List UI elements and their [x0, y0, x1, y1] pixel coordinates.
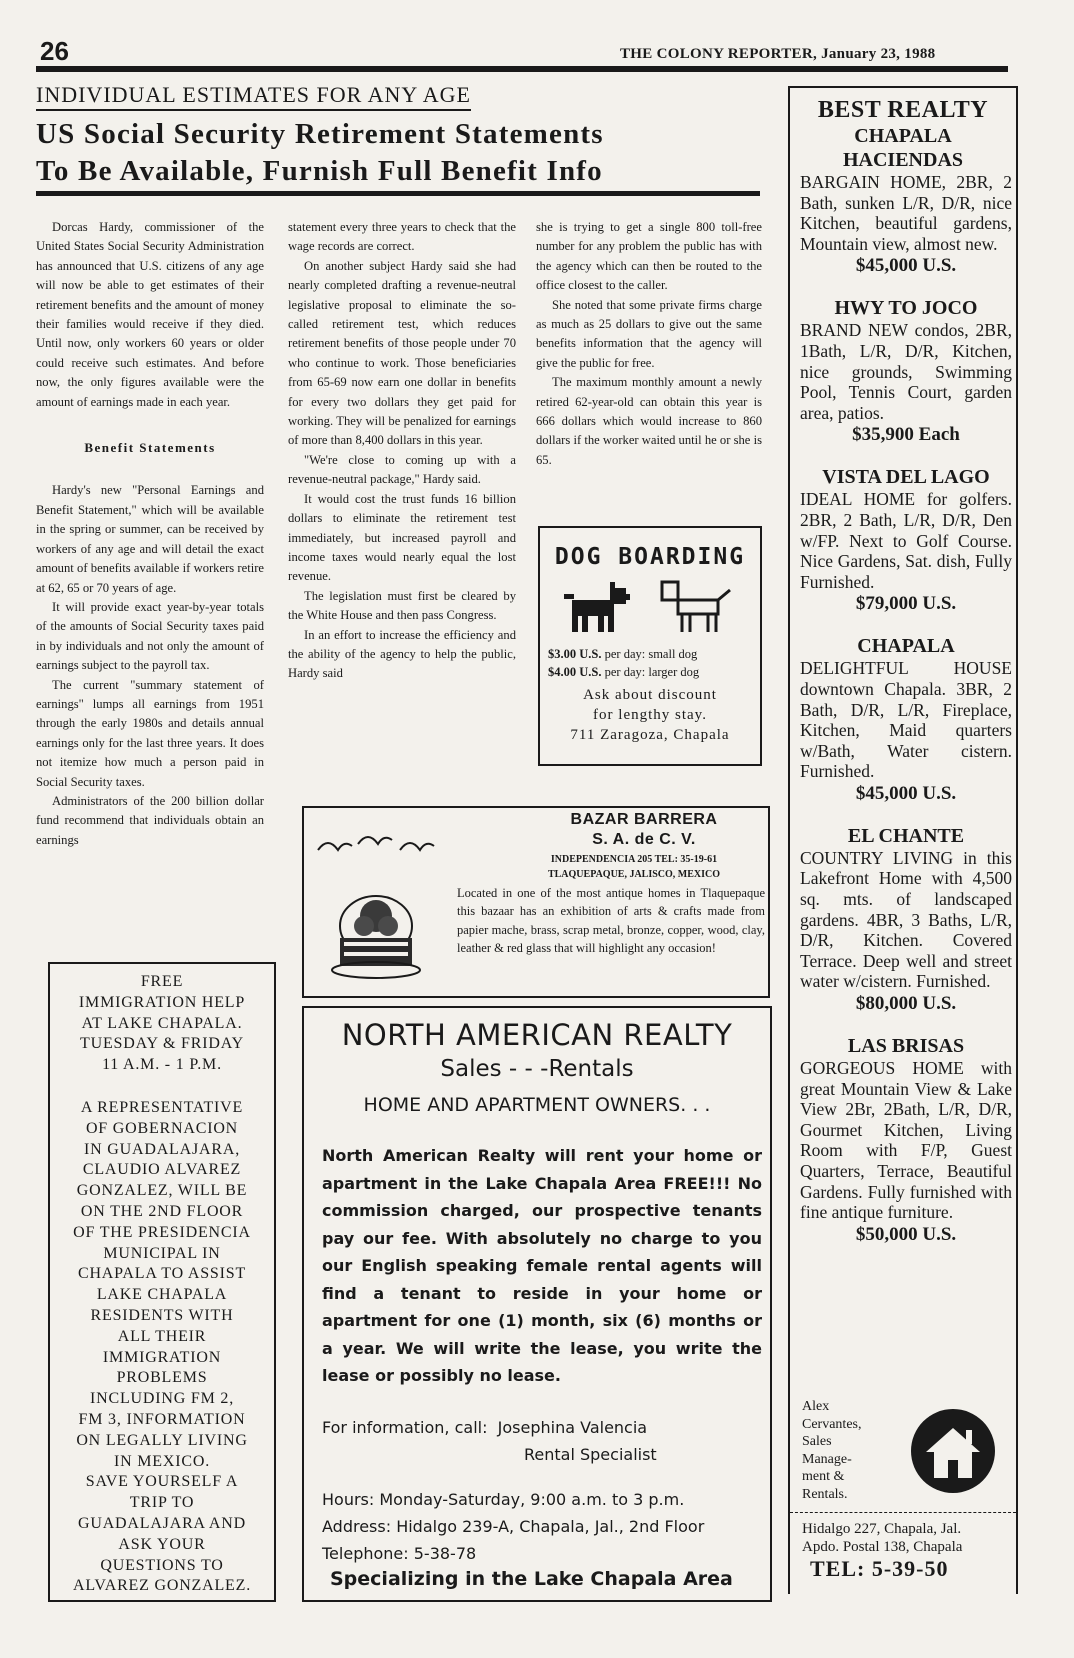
listing-price: $35,900 Each: [852, 424, 960, 446]
immigration-line: IN GUADALAJARA,: [84, 1140, 240, 1158]
small-dog-label: per day: small dog: [604, 647, 698, 661]
paragraph: statement every three years to check that the wage records are correct.: [288, 220, 516, 254]
article-column-3: [536, 218, 762, 470]
best-realty-listings: [790, 172, 1016, 1247]
black-dog-icon: [564, 582, 630, 632]
dogs-illustration: [550, 570, 750, 640]
immigration-line: IMMIGRATION: [102, 1348, 222, 1366]
nar-specializing: Specializing in the Lake Chapala Area: [330, 1568, 733, 1590]
immigration-line: GONZALEZ, WILL BE: [76, 1182, 248, 1200]
paragraph: "We're close to coming up with a revenue-neutral package," Hardy said.: [288, 452, 516, 487]
listing-title: EL CHANTE: [847, 824, 965, 847]
listing-text: COUNTRY LIVING in this Lakefront Home with 4,500 sq. mts. of landscaped gardens. 4BR, 3 Baths, L/R, D/R, Kitchen. Covered Terrace. Deep well and street water w/cistern. Furnished.: [800, 847, 1012, 992]
paragraph: On another subject Hardy said she had nearly completed drafting a revenue-neutral legislative proposal to eliminate the so-called retirement test, which reduces retirement benefits of those people under 70 who continue to work. Those beneficiaries from 65-69 now earn one dollar in benefits for every two dollars they get paid for working. They will be penalized for earnings of more than 8,400 dollars in this year.: [288, 258, 516, 448]
listing-intro-price: $45,000 U.S.: [855, 255, 957, 277]
nar-subtitle: Sales - - -Rentals: [440, 1056, 634, 1082]
top-rule: [36, 66, 1008, 72]
agent-line: Alex: [802, 1399, 830, 1414]
paragraph: In an effort to increase the efficiency and the ability of the agency to help the public, Hardy said: [288, 627, 516, 681]
bazar-address: [504, 852, 764, 882]
nar-contact-title: Rental Specialist: [524, 1444, 657, 1464]
article-column-2: [288, 218, 516, 684]
dog-boarding-address: 711 Zaragoza, Chapala: [570, 727, 730, 743]
immigration-line: PROBLEMS: [116, 1369, 208, 1387]
immigration-line: RESIDENTS WITH: [90, 1306, 234, 1324]
best-realty-area-1: CHAPALA: [854, 125, 952, 147]
agent-line: Rentals.: [802, 1486, 848, 1502]
immigration-line: OF THE PRESIDENCIA: [73, 1223, 251, 1241]
dog-boarding-ad: [538, 526, 762, 766]
listing-item: [800, 465, 1012, 616]
immigration-line: INCLUDING FM 2,: [90, 1390, 234, 1408]
immigration-help-ad: [48, 962, 276, 1602]
nar-title: NORTH AMERICAN REALTY: [341, 1018, 733, 1052]
listing-text: DELIGHTFUL HOUSE downtown Chapala. 3BR, 2 Bath, D/R, L/R, Fireplace, Kitchen, Maid quarters w/Bath, Water cistern. Furnished.: [800, 658, 1012, 782]
nar-address: Address: Hidalgo 239-A, Chapala, Jal., 2nd Floor: [322, 1517, 705, 1536]
best-realty-address-2: Apdo. Postal 138, Chapala: [802, 1539, 963, 1555]
listing-title: HWY TO JOCO: [834, 297, 978, 320]
immigration-line: FREE: [140, 973, 184, 990]
paragraph: she is trying to get a single 800 toll-free number for any problem the public has with the agency which can then be routed to the office closest to the caller.: [536, 220, 762, 293]
best-realty-address: [802, 1520, 962, 1556]
large-dog-label: per day: larger dog: [604, 665, 700, 679]
immigration-line: LAKE CHAPALA: [96, 1286, 228, 1304]
best-realty-area-2: HACIENDAS: [842, 149, 964, 171]
immigration-line: ASK YOUR: [118, 1535, 206, 1553]
agent-line: Sales: [802, 1434, 832, 1449]
bazar-name: [524, 810, 764, 850]
paragraph: It would cost the trust funds 16 billion dollars to eliminate the retirement test immediately, but increased payroll and income taxes would nearly equal the lost revenue.: [288, 491, 516, 584]
best-realty-ad: [788, 86, 1018, 1594]
immigration-line: TRIP TO: [129, 1494, 195, 1512]
bazar-barrera-ad: [302, 806, 770, 998]
article-headline: [36, 116, 776, 190]
subhead-benefit-statements: Benefit Statements: [84, 440, 216, 456]
outline-dog-icon: [662, 582, 730, 632]
bazar-illustration: [310, 830, 450, 990]
immigration-line: TUESDAY & FRIDAY: [80, 1035, 244, 1053]
dog-boarding-title: DOG BOARDING: [554, 544, 746, 570]
listing-item: [800, 1034, 1012, 1247]
listing-item: [800, 634, 1012, 806]
bazar-name-line-2: S. A. de C. V.: [592, 831, 696, 848]
paragraph: Administrators of the 200 billion dollar fund recommend that individuals obtain an earnings: [36, 793, 264, 847]
discount-line-2: for lengthy stay.: [593, 707, 707, 723]
immigration-line: ALL THEIR: [117, 1327, 207, 1345]
article-column-1: [36, 218, 264, 850]
listing-title: CHAPALA: [857, 635, 955, 658]
immigration-line: IN MEXICO.: [114, 1452, 210, 1470]
nar-hours: Hours: Monday-Saturday, 9:00 a.m. to 3 p.m.: [322, 1490, 685, 1509]
north-american-realty-ad: [302, 1006, 772, 1602]
best-realty-telephone: TEL: 5-39-50: [810, 1556, 949, 1581]
headline-rule: [36, 191, 760, 196]
listing-text: IDEAL HOME for golfers. 2BR, 2 Bath, L/R, D/R, Den w/FP. Next to Golf Course. Nice Gardens, Sat. dish, Fully Furnished.: [800, 489, 1012, 592]
immigration-line: CHAPALA TO ASSIST: [77, 1265, 247, 1283]
large-dog-price: $4.00 U.S.: [548, 665, 602, 679]
small-dog-rate: [540, 645, 760, 663]
page-number: 26: [40, 36, 69, 66]
immigration-line: ALVAREZ GONZALEZ.: [72, 1577, 252, 1595]
immigration-line: MUNICIPAL IN: [103, 1244, 221, 1262]
immigration-line: FM 3, INFORMATION: [78, 1410, 246, 1428]
paragraph: The legislation must first be cleared by the White House and then pass Congress.: [288, 588, 516, 623]
bazar-name-line-1: BAZAR BARRERA: [570, 811, 718, 828]
birds-icon: [318, 837, 434, 850]
best-realty-address-1: Hidalgo 227, Chapala, Jal.: [802, 1521, 962, 1537]
large-dog-rate: [540, 663, 760, 681]
immigration-line: OF GOBERNACION: [85, 1119, 239, 1137]
agent-line: ment &: [802, 1469, 845, 1484]
listing-intro-text: BARGAIN HOME, 2BR, 2 Bath, sunken L/R, D/R, nice Kitchen, beautiful gardens, Mountain view, almost new.: [800, 172, 1012, 254]
agent-block: [790, 1388, 1016, 1588]
nar-contact: [304, 1414, 770, 1468]
paragraph: Hardy's new "Personal Earnings and Benefit Statement," which will be available in the spring or summer, can be received by workers of any age and will detail the exact amount of benefits available if workers retire at 62, 65 or 70 years of age.: [36, 483, 264, 595]
listing-text: BRAND NEW condos, 2BR, 1Bath, L/R, D/R, Kitchen, nice grounds, Swimming Pool, Tennis Court, garden area, patios.: [800, 320, 1012, 423]
running-head: THE COLONY REPORTER, January 23, 1988: [620, 46, 936, 62]
article-kicker: INDIVIDUAL ESTIMATES FOR ANY AGE: [36, 82, 471, 111]
paragraph: The maximum monthly amount a newly retired 62-year-old can obtain this year is 666 dollars which would increase to 860 dollars if the worker waited until he or she is 65.: [536, 375, 762, 467]
immigration-line: QUESTIONS TO: [100, 1556, 224, 1574]
nar-body: North American Realty will rent your home or apartment in the Lake Chapala Area FREE!!! No commission charged, our prospective tenants pay our fee. With absolutely no charge to you our English speaking female rental agents will find a tenant to reside in your home or apartment for one (1) month, six (6) months or a year. We will write the lease, you write the lease or possibly no lease.: [322, 1146, 762, 1385]
house-logo-icon: [908, 1406, 998, 1496]
immigration-block-1: [54, 972, 270, 1076]
discount-line-1: Ask about discount: [583, 687, 717, 703]
best-realty-name: BEST REALTY: [817, 97, 989, 123]
immigration-line: A REPRESENTATIVE: [80, 1098, 244, 1116]
bazar-address-line-1: INDEPENDENCIA 205 TEL: 35-19-61: [550, 854, 718, 865]
immigration-line: AT LAKE CHAPALA.: [81, 1014, 243, 1032]
paragraph: She noted that some private firms charge as much as 25 dollars to give out the same benefits information that the agency will give the public for free.: [536, 297, 762, 370]
listing-price: $45,000 U.S.: [855, 782, 957, 804]
immigration-block-2: [54, 1098, 270, 1597]
listing-price: $79,000 U.S.: [855, 593, 957, 615]
nar-tagline: HOME AND APARTMENT OWNERS. . .: [363, 1094, 711, 1116]
listing-group: [800, 296, 1012, 1246]
immigration-line: SAVE YOURSELF A: [85, 1473, 239, 1491]
paragraph: The current "summary statement of earnings" lumps all earnings from 1951 through the early 1980s and details annual earnings only for the last three years. It does not itemize how much a person paid in Social Security taxes.: [36, 677, 264, 789]
nar-info-label: For information, call:: [322, 1417, 488, 1437]
small-dog-price: $3.00 U.S.: [548, 647, 602, 661]
immigration-line: 11 A.M. - 1 P.M.: [102, 1056, 222, 1074]
flower-basket-icon: [332, 896, 420, 978]
immigration-line: IMMIGRATION HELP: [78, 993, 246, 1011]
nar-telephone: Telephone: 5-38-78: [322, 1544, 477, 1563]
nar-hours-block: [304, 1486, 704, 1567]
agent-line: Cervantes,: [802, 1416, 862, 1432]
listing-title: LAS BRISAS: [847, 1035, 965, 1058]
immigration-line: ON LEGALLY LIVING: [76, 1431, 248, 1449]
bazar-description: Located in one of the most antique homes in Tlaquepaque this bazaar has an exhibition of arts & crafts made from papier mache, brass, scrap metal, bronze, copper, wood, clay, leather & red glass that will highlight any occasion!: [457, 886, 765, 955]
bazar-address-line-2: TLAQUEPAQUE, JALISCO, MEXICO: [547, 869, 721, 880]
paragraph: Dorcas Hardy, commissioner of the United States Social Security Administration has announced that U.S. citizens of any age will now be able to get estimates of their retirement benefits and the amount of money their families would receive if they died. Until now, only workers 60 years or older could receive such estimates. And before now, the only figures available were the amount of earnings made in each year.: [36, 220, 264, 409]
headline-line-2: To Be Available, Furnish Full Benefit Info: [36, 155, 603, 187]
listing-price: $80,000 U.S.: [855, 993, 957, 1015]
agent-divider: [790, 1512, 1016, 1513]
paragraph: It will provide exact year-by-year totals of the amounts of Social Security taxes paid in by individuals and not only the amount of earnings subject to the payroll tax.: [36, 599, 264, 673]
listing-price: $50,000 U.S.: [855, 1223, 957, 1245]
listing-text: GORGEOUS HOME with great Mountain View & Lake View 2Br, 2Bath, L/R, D/R, Gourmet Kitchen, Living Room with F/P, Guest Quarters, Terrace, Beautiful Gardens. Fully furnished with fine antique furniture.: [800, 1058, 1012, 1223]
immigration-line: CLAUDIO ALVAREZ: [82, 1161, 242, 1179]
immigration-line: ON THE 2ND FLOOR: [80, 1202, 244, 1220]
immigration-line: GUADALAJARA AND: [77, 1514, 246, 1532]
agent-line: Manage-: [802, 1451, 852, 1467]
nar-contact-name: Josephina Valencia: [497, 1417, 648, 1437]
listing-item: [800, 296, 1012, 447]
listing-title: VISTA DEL LAGO: [822, 466, 990, 489]
listing-item: [800, 824, 1012, 1016]
headline-line-1: US Social Security Retirement Statements: [36, 118, 604, 150]
agent-name: [802, 1398, 902, 1503]
